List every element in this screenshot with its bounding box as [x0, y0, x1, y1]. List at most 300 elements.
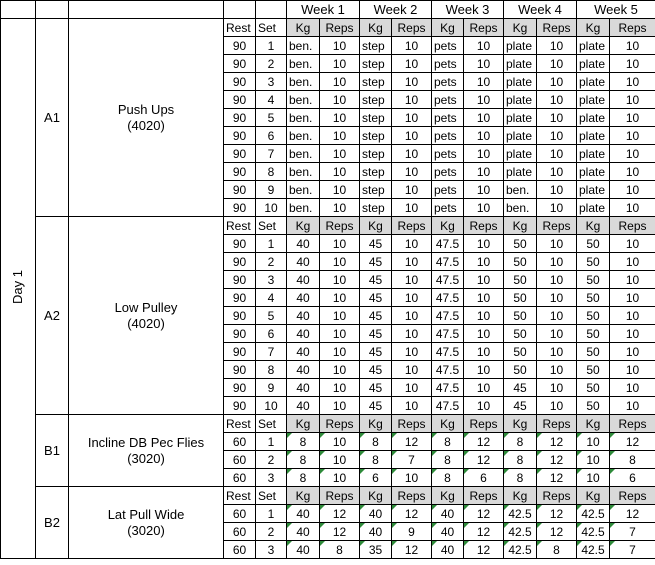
kg-value[interactable]: 6	[360, 469, 392, 487]
reps-value[interactable]: 10	[320, 109, 360, 127]
kg-value[interactable]: 50	[504, 343, 537, 361]
week-header[interactable]: Week 1	[287, 1, 360, 19]
kg-value[interactable]: 50	[504, 289, 537, 307]
kg-value[interactable]: 47.5	[432, 271, 464, 289]
set-header[interactable]: Set	[256, 415, 287, 433]
kg-value[interactable]: plate	[577, 199, 610, 217]
kg-value[interactable]: 40	[287, 289, 320, 307]
reps-value[interactable]: 12	[464, 451, 504, 469]
kg-value[interactable]: 50	[577, 325, 610, 343]
kg-value[interactable]: 47.5	[432, 343, 464, 361]
kg-value[interactable]: 47.5	[432, 307, 464, 325]
reps-value[interactable]: 10	[392, 37, 432, 55]
kg-value[interactable]: ben.	[287, 91, 320, 109]
kg-header[interactable]: Kg	[577, 487, 610, 505]
kg-value[interactable]: step	[360, 109, 392, 127]
kg-header[interactable]: Kg	[577, 415, 610, 433]
kg-value[interactable]: plate	[504, 145, 537, 163]
reps-value[interactable]: 10	[320, 361, 360, 379]
kg-value[interactable]: 50	[504, 253, 537, 271]
reps-value[interactable]: 10	[537, 163, 577, 181]
reps-value[interactable]: 10	[464, 91, 504, 109]
kg-value[interactable]: 40	[360, 505, 392, 523]
reps-value[interactable]: 10	[537, 289, 577, 307]
reps-header[interactable]: Reps	[537, 487, 577, 505]
kg-value[interactable]: plate	[577, 55, 610, 73]
reps-header[interactable]: Reps	[320, 19, 360, 37]
reps-value[interactable]: 10	[464, 73, 504, 91]
kg-header[interactable]: Kg	[432, 487, 464, 505]
kg-value[interactable]: 45	[360, 325, 392, 343]
reps-value[interactable]: 10	[537, 145, 577, 163]
kg-value[interactable]: pets	[432, 91, 464, 109]
empty-cell[interactable]	[36, 1, 69, 19]
rest-value[interactable]: 90	[224, 271, 256, 289]
reps-value[interactable]: 10	[464, 199, 504, 217]
kg-header[interactable]: Kg	[432, 217, 464, 235]
rest-value[interactable]: 90	[224, 325, 256, 343]
reps-value[interactable]: 10	[537, 235, 577, 253]
rest-value[interactable]: 60	[224, 523, 256, 541]
kg-value[interactable]: 45	[360, 379, 392, 397]
reps-value[interactable]: 10	[610, 91, 655, 109]
kg-value[interactable]: 40	[432, 523, 464, 541]
reps-value[interactable]: 10	[464, 55, 504, 73]
block-id[interactable]: A2	[36, 217, 69, 415]
kg-value[interactable]: 8	[360, 451, 392, 469]
set-value[interactable]: 7	[256, 145, 287, 163]
kg-value[interactable]: 47.5	[432, 235, 464, 253]
kg-value[interactable]: plate	[504, 55, 537, 73]
reps-header[interactable]: Reps	[392, 217, 432, 235]
reps-value[interactable]: 10	[320, 199, 360, 217]
reps-value[interactable]: 10	[320, 397, 360, 415]
reps-value[interactable]: 12	[320, 523, 360, 541]
set-value[interactable]: 1	[256, 505, 287, 523]
kg-value[interactable]: 40	[287, 253, 320, 271]
kg-value[interactable]: 10	[577, 433, 610, 451]
set-header[interactable]: Set	[256, 19, 287, 37]
reps-value[interactable]: 12	[610, 433, 655, 451]
reps-value[interactable]: 10	[610, 163, 655, 181]
reps-value[interactable]: 10	[392, 469, 432, 487]
rest-value[interactable]: 90	[224, 253, 256, 271]
reps-value[interactable]: 12	[464, 505, 504, 523]
kg-value[interactable]: 50	[577, 343, 610, 361]
kg-value[interactable]: 8	[504, 433, 537, 451]
rest-value[interactable]: 90	[224, 55, 256, 73]
reps-value[interactable]: 10	[537, 325, 577, 343]
reps-value[interactable]: 12	[392, 541, 432, 559]
reps-value[interactable]: 10	[320, 235, 360, 253]
kg-value[interactable]: step	[360, 91, 392, 109]
reps-value[interactable]: 10	[392, 271, 432, 289]
kg-value[interactable]: 10	[577, 469, 610, 487]
reps-value[interactable]: 10	[392, 343, 432, 361]
kg-header[interactable]: Kg	[287, 19, 320, 37]
kg-value[interactable]: plate	[577, 109, 610, 127]
kg-value[interactable]: step	[360, 127, 392, 145]
reps-value[interactable]: 10	[320, 325, 360, 343]
kg-value[interactable]: 45	[504, 379, 537, 397]
kg-value[interactable]: 45	[360, 397, 392, 415]
kg-value[interactable]: 45	[360, 289, 392, 307]
reps-value[interactable]: 10	[392, 307, 432, 325]
kg-value[interactable]: plate	[504, 37, 537, 55]
week-header[interactable]: Week 4	[504, 1, 577, 19]
set-value[interactable]: 3	[256, 73, 287, 91]
kg-value[interactable]: pets	[432, 55, 464, 73]
reps-value[interactable]: 10	[537, 343, 577, 361]
reps-value[interactable]: 10	[392, 199, 432, 217]
kg-value[interactable]: plate	[577, 181, 610, 199]
kg-header[interactable]: Kg	[504, 487, 537, 505]
kg-value[interactable]: 50	[504, 235, 537, 253]
kg-value[interactable]: pets	[432, 37, 464, 55]
kg-header[interactable]: Kg	[287, 217, 320, 235]
reps-value[interactable]: 10	[610, 55, 655, 73]
week-header[interactable]: Week 2	[360, 1, 432, 19]
kg-value[interactable]: 40	[287, 307, 320, 325]
reps-value[interactable]: 12	[464, 433, 504, 451]
set-value[interactable]: 5	[256, 109, 287, 127]
set-value[interactable]: 5	[256, 307, 287, 325]
reps-value[interactable]: 10	[610, 253, 655, 271]
reps-header[interactable]: Reps	[320, 415, 360, 433]
kg-value[interactable]: 47.5	[432, 253, 464, 271]
kg-value[interactable]: 40	[287, 235, 320, 253]
reps-value[interactable]: 10	[464, 397, 504, 415]
reps-value[interactable]: 9	[392, 523, 432, 541]
set-value[interactable]: 3	[256, 469, 287, 487]
kg-value[interactable]: plate	[577, 145, 610, 163]
rest-header[interactable]: Rest	[224, 415, 256, 433]
reps-value[interactable]: 10	[610, 379, 655, 397]
empty-cell[interactable]	[69, 1, 224, 19]
reps-value[interactable]: 10	[320, 145, 360, 163]
kg-value[interactable]: 50	[577, 379, 610, 397]
kg-value[interactable]: 42.5	[504, 505, 537, 523]
reps-value[interactable]: 10	[464, 127, 504, 145]
reps-value[interactable]: 10	[464, 163, 504, 181]
rest-value[interactable]: 90	[224, 37, 256, 55]
reps-header[interactable]: Reps	[392, 415, 432, 433]
week-header[interactable]: Week 5	[577, 1, 655, 19]
kg-value[interactable]: 35	[360, 541, 392, 559]
reps-value[interactable]: 10	[537, 361, 577, 379]
reps-value[interactable]: 10	[320, 253, 360, 271]
reps-value[interactable]: 12	[320, 505, 360, 523]
reps-value[interactable]: 10	[610, 361, 655, 379]
kg-value[interactable]: 50	[577, 253, 610, 271]
kg-value[interactable]: step	[360, 55, 392, 73]
rest-header[interactable]: Rest	[224, 487, 256, 505]
reps-value[interactable]: 10	[610, 199, 655, 217]
reps-value[interactable]: 8	[610, 451, 655, 469]
kg-value[interactable]: ben.	[287, 127, 320, 145]
reps-header[interactable]: Reps	[537, 19, 577, 37]
reps-value[interactable]: 10	[537, 181, 577, 199]
reps-value[interactable]: 10	[320, 127, 360, 145]
kg-value[interactable]: 40	[287, 343, 320, 361]
kg-value[interactable]: 8	[432, 433, 464, 451]
set-value[interactable]: 7	[256, 343, 287, 361]
kg-value[interactable]: 40	[287, 541, 320, 559]
kg-header[interactable]: Kg	[287, 487, 320, 505]
kg-value[interactable]: 42.5	[504, 523, 537, 541]
kg-value[interactable]: 42.5	[504, 541, 537, 559]
kg-value[interactable]: 8	[287, 451, 320, 469]
kg-value[interactable]: plate	[577, 73, 610, 91]
kg-value[interactable]: plate	[577, 37, 610, 55]
reps-value[interactable]: 12	[464, 541, 504, 559]
kg-value[interactable]: 8	[287, 469, 320, 487]
empty-cell[interactable]	[1, 1, 36, 19]
kg-value[interactable]: 40	[287, 325, 320, 343]
reps-value[interactable]: 10	[320, 379, 360, 397]
reps-value[interactable]: 10	[537, 127, 577, 145]
reps-value[interactable]: 10	[464, 181, 504, 199]
reps-header[interactable]: Reps	[392, 487, 432, 505]
set-value[interactable]: 2	[256, 55, 287, 73]
set-value[interactable]: 1	[256, 235, 287, 253]
reps-value[interactable]: 10	[320, 451, 360, 469]
reps-value[interactable]: 10	[392, 109, 432, 127]
reps-header[interactable]: Reps	[537, 415, 577, 433]
kg-header[interactable]: Kg	[577, 217, 610, 235]
reps-value[interactable]: 10	[464, 235, 504, 253]
kg-value[interactable]: pets	[432, 181, 464, 199]
set-value[interactable]: 1	[256, 433, 287, 451]
reps-value[interactable]: 10	[610, 145, 655, 163]
kg-value[interactable]: pets	[432, 109, 464, 127]
reps-value[interactable]: 10	[537, 379, 577, 397]
reps-value[interactable]: 10	[392, 181, 432, 199]
kg-value[interactable]: plate	[504, 91, 537, 109]
reps-header[interactable]: Reps	[537, 217, 577, 235]
reps-value[interactable]: 12	[537, 523, 577, 541]
kg-value[interactable]: 50	[504, 325, 537, 343]
reps-header[interactable]: Reps	[464, 487, 504, 505]
kg-value[interactable]: 47.5	[432, 289, 464, 307]
reps-value[interactable]: 10	[392, 73, 432, 91]
set-value[interactable]: 10	[256, 199, 287, 217]
reps-value[interactable]: 10	[464, 307, 504, 325]
reps-value[interactable]: 10	[537, 397, 577, 415]
reps-header[interactable]: Reps	[464, 415, 504, 433]
reps-value[interactable]: 10	[610, 325, 655, 343]
kg-value[interactable]: 45	[360, 235, 392, 253]
rest-value[interactable]: 90	[224, 109, 256, 127]
reps-value[interactable]: 7	[392, 451, 432, 469]
reps-value[interactable]: 10	[392, 163, 432, 181]
reps-value[interactable]: 10	[392, 235, 432, 253]
reps-value[interactable]: 10	[537, 73, 577, 91]
kg-value[interactable]: 50	[577, 271, 610, 289]
reps-value[interactable]: 12	[392, 433, 432, 451]
reps-value[interactable]: 10	[610, 181, 655, 199]
rest-value[interactable]: 90	[224, 199, 256, 217]
reps-header[interactable]: Reps	[610, 217, 655, 235]
reps-value[interactable]: 10	[537, 91, 577, 109]
kg-value[interactable]: step	[360, 199, 392, 217]
rest-value[interactable]: 90	[224, 397, 256, 415]
kg-value[interactable]: 45	[360, 271, 392, 289]
rest-value[interactable]: 60	[224, 541, 256, 559]
kg-value[interactable]: pets	[432, 73, 464, 91]
kg-value[interactable]: step	[360, 145, 392, 163]
reps-value[interactable]: 10	[464, 271, 504, 289]
reps-value[interactable]: 10	[392, 55, 432, 73]
reps-value[interactable]: 10	[392, 379, 432, 397]
kg-value[interactable]: step	[360, 73, 392, 91]
rest-value[interactable]: 60	[224, 433, 256, 451]
rest-value[interactable]: 90	[224, 163, 256, 181]
kg-value[interactable]: step	[360, 163, 392, 181]
empty-cell[interactable]	[256, 1, 287, 19]
reps-value[interactable]: 10	[392, 397, 432, 415]
kg-value[interactable]: 50	[577, 307, 610, 325]
kg-value[interactable]: ben.	[504, 181, 537, 199]
kg-header[interactable]: Kg	[360, 415, 392, 433]
reps-value[interactable]: 10	[464, 289, 504, 307]
reps-value[interactable]: 10	[464, 343, 504, 361]
kg-value[interactable]: ben.	[287, 109, 320, 127]
kg-header[interactable]: Kg	[360, 487, 392, 505]
kg-value[interactable]: 40	[287, 271, 320, 289]
kg-value[interactable]: ben.	[504, 199, 537, 217]
reps-value[interactable]: 10	[320, 433, 360, 451]
rest-value[interactable]: 90	[224, 343, 256, 361]
reps-value[interactable]: 10	[320, 469, 360, 487]
kg-value[interactable]: 8	[432, 469, 464, 487]
kg-value[interactable]: 45	[504, 397, 537, 415]
kg-value[interactable]: 40	[287, 361, 320, 379]
reps-header[interactable]: Reps	[320, 487, 360, 505]
kg-value[interactable]: 40	[360, 523, 392, 541]
reps-value[interactable]: 10	[464, 361, 504, 379]
kg-value[interactable]: plate	[577, 127, 610, 145]
kg-value[interactable]: step	[360, 181, 392, 199]
kg-header[interactable]: Kg	[432, 415, 464, 433]
kg-value[interactable]: 45	[360, 343, 392, 361]
kg-value[interactable]: pets	[432, 163, 464, 181]
reps-value[interactable]: 10	[464, 37, 504, 55]
day-label-cell[interactable]	[1, 19, 36, 559]
set-value[interactable]: 4	[256, 91, 287, 109]
kg-header[interactable]: Kg	[287, 415, 320, 433]
kg-value[interactable]: pets	[432, 127, 464, 145]
rest-value[interactable]: 90	[224, 379, 256, 397]
reps-value[interactable]: 10	[610, 307, 655, 325]
kg-value[interactable]: 40	[287, 397, 320, 415]
rest-value[interactable]: 90	[224, 235, 256, 253]
set-value[interactable]: 2	[256, 451, 287, 469]
reps-value[interactable]: 8	[537, 541, 577, 559]
kg-value[interactable]: ben.	[287, 145, 320, 163]
kg-value[interactable]: 8	[360, 433, 392, 451]
set-value[interactable]: 9	[256, 379, 287, 397]
reps-value[interactable]: 10	[320, 73, 360, 91]
reps-value[interactable]: 10	[610, 109, 655, 127]
kg-value[interactable]: plate	[504, 73, 537, 91]
reps-value[interactable]: 10	[320, 343, 360, 361]
set-value[interactable]: 4	[256, 289, 287, 307]
reps-value[interactable]: 10	[320, 307, 360, 325]
kg-value[interactable]: 42.5	[577, 541, 610, 559]
kg-value[interactable]: 50	[504, 307, 537, 325]
kg-value[interactable]: pets	[432, 199, 464, 217]
block-id[interactable]: A1	[36, 19, 69, 217]
reps-value[interactable]: 7	[610, 523, 655, 541]
reps-value[interactable]: 12	[610, 505, 655, 523]
reps-header[interactable]: Reps	[610, 487, 655, 505]
set-value[interactable]: 8	[256, 361, 287, 379]
reps-value[interactable]: 10	[610, 271, 655, 289]
reps-value[interactable]: 10	[537, 199, 577, 217]
kg-value[interactable]: 47.5	[432, 325, 464, 343]
reps-value[interactable]: 6	[610, 469, 655, 487]
reps-header[interactable]: Reps	[320, 217, 360, 235]
reps-value[interactable]: 6	[464, 469, 504, 487]
reps-value[interactable]: 10	[537, 109, 577, 127]
reps-value[interactable]: 10	[392, 253, 432, 271]
rest-value[interactable]: 90	[224, 145, 256, 163]
kg-value[interactable]: plate	[577, 91, 610, 109]
reps-value[interactable]: 10	[537, 37, 577, 55]
kg-value[interactable]: plate	[577, 163, 610, 181]
kg-value[interactable]: 47.5	[432, 379, 464, 397]
kg-value[interactable]: 8	[504, 469, 537, 487]
kg-value[interactable]: 50	[504, 271, 537, 289]
reps-value[interactable]: 10	[610, 235, 655, 253]
set-value[interactable]: 6	[256, 127, 287, 145]
reps-header[interactable]: Reps	[610, 19, 655, 37]
reps-value[interactable]: 10	[320, 289, 360, 307]
kg-value[interactable]: 42.5	[577, 505, 610, 523]
kg-value[interactable]: 40	[287, 523, 320, 541]
reps-header[interactable]: Reps	[464, 217, 504, 235]
set-value[interactable]: 3	[256, 541, 287, 559]
set-value[interactable]: 1	[256, 37, 287, 55]
reps-value[interactable]: 12	[392, 505, 432, 523]
exercise-cell[interactable]	[69, 217, 224, 415]
set-value[interactable]: 8	[256, 163, 287, 181]
reps-value[interactable]: 10	[464, 253, 504, 271]
kg-value[interactable]: 40	[287, 379, 320, 397]
kg-value[interactable]: ben.	[287, 181, 320, 199]
kg-value[interactable]: 50	[577, 289, 610, 307]
kg-value[interactable]: 8	[504, 451, 537, 469]
kg-value[interactable]: 8	[287, 433, 320, 451]
set-header[interactable]: Set	[256, 217, 287, 235]
kg-value[interactable]: plate	[504, 127, 537, 145]
kg-value[interactable]: 50	[577, 397, 610, 415]
reps-value[interactable]: 10	[320, 181, 360, 199]
reps-value[interactable]: 12	[537, 433, 577, 451]
reps-value[interactable]: 10	[610, 397, 655, 415]
kg-value[interactable]: 42.5	[577, 523, 610, 541]
kg-value[interactable]: 47.5	[432, 361, 464, 379]
reps-header[interactable]: Reps	[464, 19, 504, 37]
reps-value[interactable]: 10	[464, 325, 504, 343]
reps-value[interactable]: 10	[392, 91, 432, 109]
rest-value[interactable]: 60	[224, 505, 256, 523]
kg-header[interactable]: Kg	[360, 19, 392, 37]
kg-value[interactable]: 45	[360, 307, 392, 325]
reps-value[interactable]: 10	[392, 145, 432, 163]
reps-value[interactable]: 10	[610, 37, 655, 55]
